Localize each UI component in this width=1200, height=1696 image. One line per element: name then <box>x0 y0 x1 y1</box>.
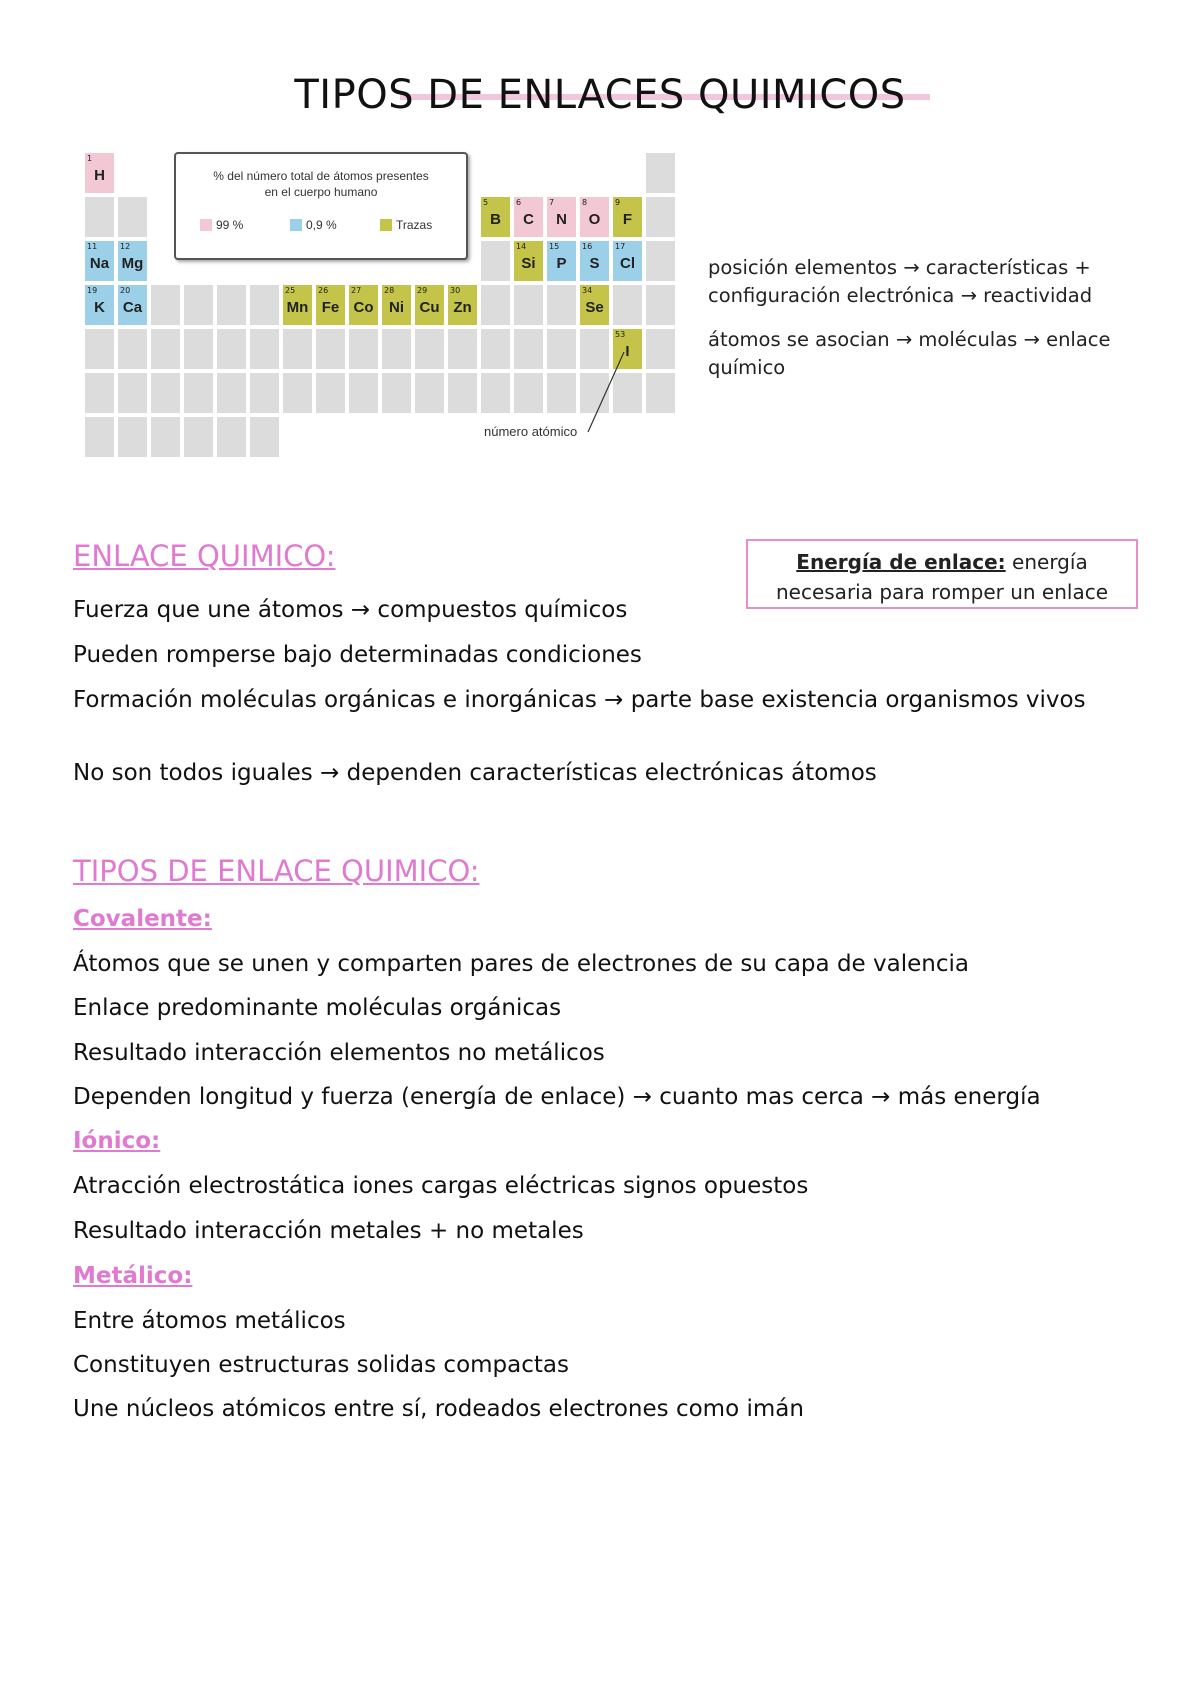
atomic-number-label: número atómico <box>484 424 578 439</box>
atomic-number: 17 <box>615 242 626 251</box>
atomic-number: 25 <box>285 286 296 295</box>
periodic-cell-empty <box>282 328 313 370</box>
atomic-number: 19 <box>87 286 98 295</box>
element-symbol: N <box>556 211 567 228</box>
legend-swatch-blue <box>290 219 302 231</box>
ionico-title: Iónico: <box>73 1128 161 1154</box>
element-symbol: I <box>625 343 630 360</box>
element-cell-b <box>480 196 511 238</box>
side-note: átomos se asocian → moléculas → enlace químico <box>708 328 1111 379</box>
element-symbol: O <box>588 211 601 228</box>
atomic-number: 53 <box>615 330 626 339</box>
legend-label: 0,9 % <box>306 218 337 232</box>
element-cell-p <box>546 240 577 282</box>
legend-swatch-green <box>380 219 392 231</box>
periodic-cell-empty <box>117 416 148 458</box>
periodic-cell-empty <box>480 284 511 326</box>
periodic-cell-empty <box>513 328 544 370</box>
element-cell-mg <box>117 240 148 282</box>
periodic-cell-empty <box>183 372 214 414</box>
enlace-heading: ENLACE QUIMICO: <box>73 539 336 573</box>
periodic-cell-empty <box>348 372 379 414</box>
periodic-cell-empty <box>216 372 247 414</box>
atomic-number: 5 <box>483 198 489 207</box>
element-symbol: Fe <box>321 299 340 316</box>
periodic-cell-empty <box>645 284 676 326</box>
periodic-cell-empty <box>183 328 214 370</box>
periodic-cell-empty <box>513 372 544 414</box>
periodic-cell-empty <box>150 372 181 414</box>
energy-label: Energía de enlace: <box>796 550 1006 574</box>
element-cell-n <box>546 196 577 238</box>
side-note: posición elementos → características + configuración electrónica → reactividad <box>708 256 1093 307</box>
periodic-cell-empty <box>612 372 643 414</box>
element-cell-c <box>513 196 544 238</box>
legend-label: 99 % <box>216 218 244 232</box>
periodic-table-figure <box>84 152 694 464</box>
periodic-cell-empty <box>150 284 181 326</box>
legend-title-line-1: % del número total de átomos presentes <box>213 169 429 183</box>
covalente-line: Enlace predominante moléculas orgánicas <box>73 995 562 1021</box>
periodic-cell-empty <box>315 372 346 414</box>
metalico-line: Entre átomos metálicos <box>73 1308 346 1334</box>
atomic-number: 20 <box>120 286 131 295</box>
atomic-number: 8 <box>582 198 588 207</box>
periodic-cell-empty <box>645 240 676 282</box>
periodic-cell-empty <box>645 152 676 194</box>
periodic-cell-empty <box>84 328 115 370</box>
atomic-number: 14 <box>516 242 527 251</box>
periodic-cell-empty <box>447 372 478 414</box>
element-symbol: Si <box>521 255 536 272</box>
element-cell-mn <box>282 284 313 326</box>
atomic-number: 26 <box>318 286 329 295</box>
element-symbol: H <box>94 167 105 184</box>
covalente-line: Átomos que se unen y comparten pares de electrones de su capa de valencia <box>73 951 969 977</box>
metalico-line: Une núcleos atómicos entre sí, rodeados electrones como imán <box>73 1396 804 1422</box>
periodic-cell-empty <box>414 328 445 370</box>
periodic-cell-empty <box>117 372 148 414</box>
periodic-cell-empty <box>249 328 280 370</box>
periodic-cell-empty <box>447 328 478 370</box>
covalente-line: Dependen longitud y fuerza (energía de enlace) → cuanto mas cerca → más energía <box>73 1084 1041 1110</box>
periodic-cell-empty <box>414 372 445 414</box>
periodic-cell-empty <box>480 372 511 414</box>
enlace-line: Pueden romperse bajo determinadas condiciones <box>73 642 642 668</box>
element-symbol: Mn <box>286 299 309 316</box>
element-symbol: Ca <box>122 299 143 316</box>
legend-title <box>176 168 466 200</box>
periodic-cell-empty <box>480 328 511 370</box>
periodic-cell-empty <box>513 284 544 326</box>
periodic-cell-empty <box>315 328 346 370</box>
element-cell-k <box>84 284 115 326</box>
periodic-cell-empty <box>546 328 577 370</box>
periodic-cell-empty <box>645 372 676 414</box>
element-cell-na <box>84 240 115 282</box>
element-cell-si <box>513 240 544 282</box>
enlace-line: No son todos iguales → dependen características electrónicas átomos <box>73 760 877 786</box>
legend-title-line-2: en el cuerpo humano <box>264 185 378 199</box>
periodic-cell-empty <box>117 328 148 370</box>
periodic-cell-empty <box>183 416 214 458</box>
element-symbol: Zn <box>453 299 472 316</box>
ionico-line: Resultado interacción metales + no metales <box>73 1218 584 1244</box>
periodic-cell-empty <box>249 284 280 326</box>
element-cell-co <box>348 284 379 326</box>
legend-swatch-pink <box>200 219 212 231</box>
atomic-number: 29 <box>417 286 428 295</box>
element-cell-fe <box>315 284 346 326</box>
periodic-cell-empty <box>84 196 115 238</box>
periodic-cell-empty <box>348 328 379 370</box>
element-symbol: Cu <box>419 299 440 316</box>
element-symbol: Se <box>585 299 604 316</box>
element-symbol: Co <box>353 299 374 316</box>
periodic-cell-empty <box>150 328 181 370</box>
covalente-line: Resultado interacción elementos no metálicos <box>73 1040 605 1066</box>
atomic-number: 7 <box>549 198 555 207</box>
tipos-heading: TIPOS DE ENLACE QUIMICO: <box>73 854 480 888</box>
element-cell-zn <box>447 284 478 326</box>
periodic-cell-empty <box>381 372 412 414</box>
periodic-cell-empty <box>84 416 115 458</box>
legend-item-trazas <box>380 218 432 232</box>
element-symbol: S <box>589 255 600 272</box>
page-title: TIPOS DE ENLACES QUIMICOS <box>294 72 906 118</box>
periodic-cell-empty <box>117 196 148 238</box>
atomic-number: 15 <box>549 242 560 251</box>
atomic-number: 34 <box>582 286 593 295</box>
periodic-cell-empty <box>183 284 214 326</box>
side-notes <box>708 254 1148 379</box>
legend-item-09 <box>290 218 337 232</box>
element-cell-h <box>84 152 115 194</box>
enlace-line: Fuerza que une átomos → compuestos químicos <box>73 597 628 623</box>
element-symbol: K <box>94 299 105 316</box>
element-symbol: F <box>622 211 633 228</box>
atomic-number: 9 <box>615 198 621 207</box>
periodic-cell-empty <box>645 328 676 370</box>
periodic-cell-empty <box>381 328 412 370</box>
periodic-cell-empty <box>645 196 676 238</box>
legend-item-99 <box>200 218 243 232</box>
atomic-number: 6 <box>516 198 522 207</box>
atomic-number: 12 <box>120 242 131 251</box>
periodic-cell-empty <box>546 284 577 326</box>
atomic-number: 30 <box>450 286 461 295</box>
element-cell-ca <box>117 284 148 326</box>
periodic-cell-empty <box>612 284 643 326</box>
element-cell-f <box>612 196 643 238</box>
element-cell-i <box>612 328 643 370</box>
periodic-cell-empty <box>249 372 280 414</box>
element-symbol: P <box>556 255 567 272</box>
periodic-cell-empty <box>216 328 247 370</box>
periodic-cell-empty <box>546 372 577 414</box>
element-symbol: Mg <box>121 255 144 272</box>
periodic-cell-empty <box>84 372 115 414</box>
atomic-number: 1 <box>87 154 93 163</box>
element-cell-s <box>579 240 610 282</box>
covalente-title: Covalente: <box>73 906 212 932</box>
periodic-cell-empty <box>282 372 313 414</box>
atomic-number: 11 <box>87 242 98 251</box>
element-cell-ni <box>381 284 412 326</box>
element-symbol: Cl <box>620 255 635 272</box>
periodic-cell-empty <box>579 328 610 370</box>
ionico-line: Atracción electrostática iones cargas eléctricas signos opuestos <box>73 1173 809 1199</box>
element-symbol: Na <box>89 255 110 272</box>
periodic-cell-empty <box>480 240 511 282</box>
element-symbol: Ni <box>389 299 404 316</box>
metalico-title: Metálico: <box>73 1263 193 1289</box>
atomic-number: 16 <box>582 242 593 251</box>
element-symbol: B <box>490 211 501 228</box>
element-cell-se <box>579 284 610 326</box>
figure-legend <box>174 152 468 260</box>
atomic-number: 28 <box>384 286 395 295</box>
periodic-cell-empty <box>216 284 247 326</box>
metalico-line: Constituyen estructuras solidas compactas <box>73 1352 569 1378</box>
element-cell-cl <box>612 240 643 282</box>
element-cell-cu <box>414 284 445 326</box>
legend-label: Trazas <box>396 218 433 232</box>
energy-text: energía necesaria para romper un enlace <box>775 550 1109 604</box>
periodic-cell-empty <box>150 416 181 458</box>
enlace-line: Formación moléculas orgánicas e inorgánicas → parte base existencia organismos vivos <box>73 687 1086 713</box>
periodic-cell-empty <box>249 416 280 458</box>
periodic-cell-empty <box>216 416 247 458</box>
periodic-cell-empty <box>579 372 610 414</box>
element-symbol: C <box>523 211 534 228</box>
element-cell-o <box>579 196 610 238</box>
atomic-number: 27 <box>351 286 362 295</box>
